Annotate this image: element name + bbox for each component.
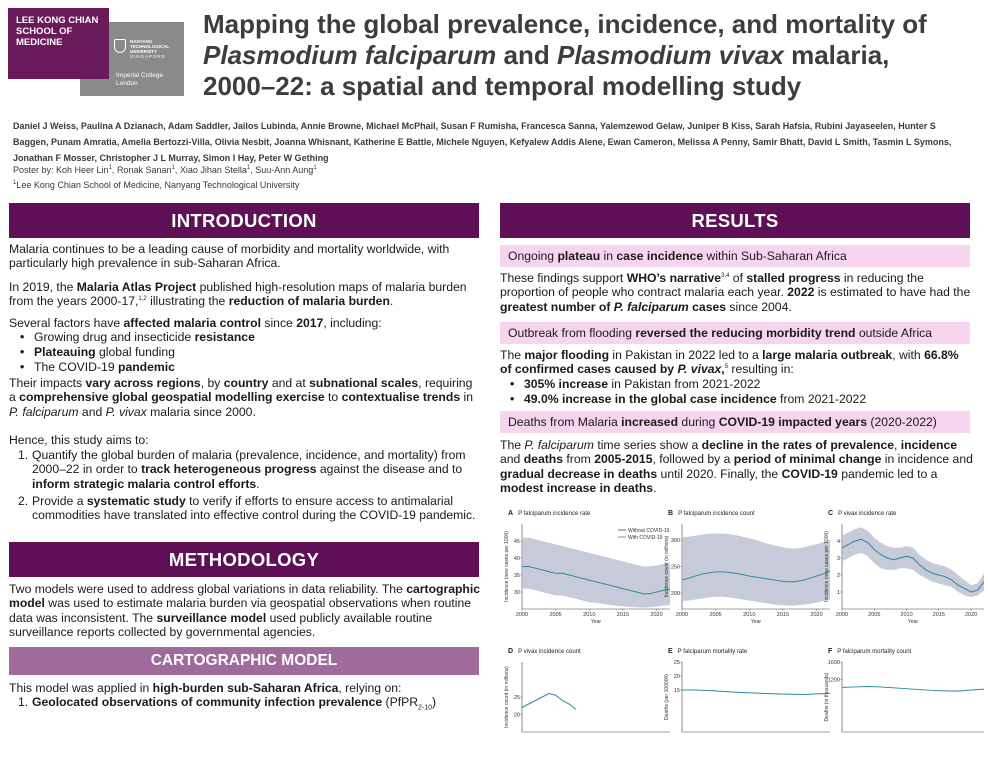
affiliation: $^1$Lee Kong Chian School of Medicine, Nanyang Technological University: [13, 180, 300, 190]
list-item: • 305% increase in Pakistan from 2021-2022: [510, 377, 761, 391]
y-tick-label: 1: [836, 590, 840, 596]
y-tick-label: 25: [673, 660, 680, 666]
chart-svg: [502, 520, 674, 627]
y-tick-label: 4: [836, 539, 840, 545]
list-item: 1. Quantify the global burden of malaria (prevalence, incidence, and mortality) from 2000–22 in order to track heterogeneous progress against the disease and to inform strategic malaria control efforts.: [18, 448, 466, 491]
x-tick-label: 2000: [675, 612, 689, 618]
chart-panel-f: [822, 648, 982, 783]
y-axis-label: Deaths (per 100000): [664, 674, 670, 720]
chart-svg: [662, 658, 834, 750]
x-tick-label: 2020: [650, 612, 663, 618]
x-axis-label: Year: [750, 619, 762, 625]
intro-paragraph-1: Malaria continues to be a leading cause of morbidity and mortality worldwide, with particularly high prevalence in sub-Saharan Africa.: [9, 242, 450, 271]
y-tick-label: 35: [513, 573, 520, 579]
legend-entry: With COVID-19: [628, 535, 663, 541]
y-tick-label: 45: [513, 539, 520, 545]
intro-paragraph-4: Their impacts vary across regions, by country and at subnational scales, requiring a comprehensive global geospatial modelling exercise to contextualise trends in P. falciparum and P. vivax malaria since 2000.: [9, 376, 473, 419]
list-item: • Growing drug and insecticide resistance: [20, 330, 255, 344]
lkc-medicine-logo: LEE KONG CHIAN SCHOOL OF MEDICINE: [8, 8, 109, 79]
intro-paragraph-3: Several factors have affected malaria control since 2017, including:: [9, 316, 382, 330]
cartographic-model-heading: CARTOGRAPHIC MODEL: [9, 647, 479, 675]
list-item: • The COVID-19 pandemic: [20, 360, 175, 374]
y-tick-label: 200: [670, 591, 680, 598]
chart-title: [508, 648, 581, 655]
chart-letter: F: [828, 648, 833, 655]
results-highlight-3: Deaths from Malaria increased during COVID-19 impacted years (2020-2022): [500, 411, 970, 433]
x-tick-label: 2015: [776, 612, 790, 618]
chart-title: [668, 510, 755, 517]
x-axis-label: Year: [590, 619, 602, 625]
poster-title: Mapping the global prevalence, incidence, and mortality of Plasmodium falciparum and Plasmodium vivax malaria, 2000–22: a spatial and temporal modelling study: [203, 9, 927, 101]
chart-svg: [822, 520, 988, 627]
cartographic-paragraph: This model was applied in high-burden sub-Saharan Africa, relying on:: [9, 681, 402, 695]
chart-title: [828, 510, 896, 517]
uncertainty-band: [682, 534, 830, 606]
y-tick-label: 30: [513, 590, 520, 596]
x-tick-label: 2020: [964, 612, 978, 618]
results-heading: RESULTS: [500, 203, 970, 238]
legend-entry: Without COVID-19: [628, 528, 670, 534]
poster-by: Poster by: Koh Heer Lin$^1$, Ronak Sanan$^1$, Xiao Jihan Stella$^1$, Suu-Ann Aung$^1$: [13, 165, 317, 175]
chart-svg: [822, 658, 988, 750]
ntu-crest-icon: [114, 39, 126, 53]
results-paragraph-3: The P. falciparum time series show a decline in the rates of prevalence, incidence and deaths from 2005-2015, followed by a period of minimal change in incidence and gradual decrease in deaths until 2020. Finally, the COVID-19 pandemic led to a modest increase in deaths.: [500, 438, 973, 496]
results-paragraph-1: These findings support WHO’s narrative$^{3,4}$ of stalled progress in reducing the proportion of people who contract malaria each year. 2022 is estimated to have had the greatest number of P. falciparum cases since 2004.: [500, 271, 971, 314]
y-tick-label: 20: [513, 712, 520, 719]
x-tick-label: 2010: [583, 612, 596, 618]
y-tick-label: 300: [670, 537, 680, 544]
series-line: [842, 687, 984, 692]
chart-title-text: P falciparum mortality count: [837, 649, 912, 655]
chart-title-text: P falciparum incidence rate: [518, 511, 591, 517]
chart-panel-c: [822, 510, 982, 645]
chart-panel-e: [662, 648, 822, 783]
chart-letter: A: [508, 510, 514, 517]
methodology-paragraph: Two models were used to address global variations in data reliability. The cartographic model was used to estimate malaria burden via geospatial observations when routine data was inconsistent. The surveillance model used publicly available routine surveillance reports collected by governmental agencies.: [9, 582, 481, 640]
author-list: Daniel J Weiss, Paulina A Dzianach, Adam Saddler, Jailos Lubinda, Annie Browne, Michael McPhail, Susan F Rumisha, Francesca Sanna, Yalemzewod Gelaw, Juniper B Kiss, Sarah Hafsia, Rubini Jayaseelen, Hunter S Baggen, Punam Amratia, Amelia Bertozzi-Villa, Olivia Nesbit, Joanna Whisnant, Katherine E Battle, Michele Nguyen, Kefyalew Addis Alene, Ewan Cameron, Melissa A Penny, Samir Bhatt, David L Smith, Tasmin L Symons, Jonathan F Mosser, Christopher J L Murray, Simon I Hay, Peter W Gething: [13, 121, 952, 163]
y-tick-label: 40: [513, 556, 520, 562]
chart-title: [828, 648, 911, 655]
results-paragraph-2: The major flooding in Pakistan in 2022 led to a large malaria outbreak, with 66.8% of confirmed cases caused by P. vivax,$^5$ resulting in:: [500, 348, 959, 377]
methodology-heading: METHODOLOGY: [9, 542, 479, 577]
list-item: 1. Geolocated observations of community infection prevalence (PfPR$_{2-10}$): [18, 695, 437, 712]
x-tick-label: 2010: [743, 612, 756, 618]
y-axis-label: Incidence (new cases per 1000): [504, 531, 510, 602]
x-tick-label: 2020: [810, 612, 823, 618]
x-tick-label: 2005: [868, 612, 881, 618]
chart-title: [508, 510, 590, 517]
y-axis-label: Incidence count (in millions): [664, 535, 670, 598]
intro-paragraph-2: In 2019, the Malaria Atlas Project published high-resolution maps of malaria burden from the years 2000-17,$^{1,2}$ illustrating the reduction of malaria burden.: [9, 280, 467, 309]
uncertainty-band: [842, 527, 984, 597]
chart-svg: [662, 520, 834, 627]
y-tick-label: 25: [513, 695, 520, 701]
chart-panel-d: [502, 648, 662, 783]
chart-title-text: P falciparum mortality rate: [677, 649, 748, 655]
chart-title: [668, 648, 747, 655]
uncertainty-band: [522, 538, 670, 608]
chart-letter: D: [508, 648, 514, 655]
y-axis-label: Deaths (in thousands): [824, 672, 830, 722]
list-item: • Plateauing global funding: [20, 345, 175, 359]
y-tick-label: 15: [673, 688, 680, 694]
chart-title-text: P vivax incidence count: [518, 649, 581, 655]
chart-panel-b: [662, 510, 822, 645]
y-tick-label: 3: [836, 556, 840, 562]
introduction-heading: INTRODUCTION: [9, 203, 479, 238]
x-tick-label: 2010: [900, 612, 913, 618]
x-tick-label: 2015: [616, 612, 630, 618]
ntu-imperial-logo: NANYANG TECHNOLOGICAL UNIVERSITY SINGAPORE Imperial College London: [80, 22, 184, 96]
y-axis-label: Incidence count (in millions): [504, 666, 510, 728]
series-line: [522, 694, 576, 710]
series-line: [682, 690, 830, 694]
results-highlight-2: Outbreak from flooding reversed the reducing morbidity trend outside Africa: [500, 322, 970, 344]
x-axis-label: Year: [907, 619, 919, 625]
chart-title-text: P vivax incidence rate: [838, 511, 897, 517]
x-tick-label: 2015: [932, 612, 945, 618]
chart-letter: C: [828, 510, 834, 517]
x-tick-label: 2000: [835, 612, 849, 618]
y-axis-label: Incidence (new cases per 1000): [824, 531, 830, 602]
y-tick-label: 2: [836, 573, 840, 579]
list-item: • 49.0% increase in the global case incidence from 2021-2022: [510, 392, 867, 406]
aims-intro: Hence, this study aims to:: [9, 433, 149, 447]
x-tick-label: 2005: [709, 612, 722, 618]
chart-title-text: P falciparum incidence count: [678, 511, 755, 517]
y-tick-label: 250: [670, 564, 680, 571]
chart-letter: B: [668, 510, 674, 517]
chart-letter: E: [668, 648, 673, 655]
results-highlight-1: Ongoing plateau in case incidence within Sub-Saharan Africa: [500, 245, 970, 267]
y-tick-label: 20: [673, 674, 680, 680]
x-tick-label: 2000: [515, 612, 529, 618]
list-item: 2. Provide a systematic study to verify if efforts to ensure access to antimalarial commodities have translated into effective control during the COVID-19 pandemic.: [18, 494, 476, 523]
y-tick-label: 1200: [827, 677, 840, 684]
y-tick-label: 1600: [827, 660, 840, 666]
chart-svg: [502, 658, 674, 750]
x-tick-label: 2005: [549, 612, 562, 618]
